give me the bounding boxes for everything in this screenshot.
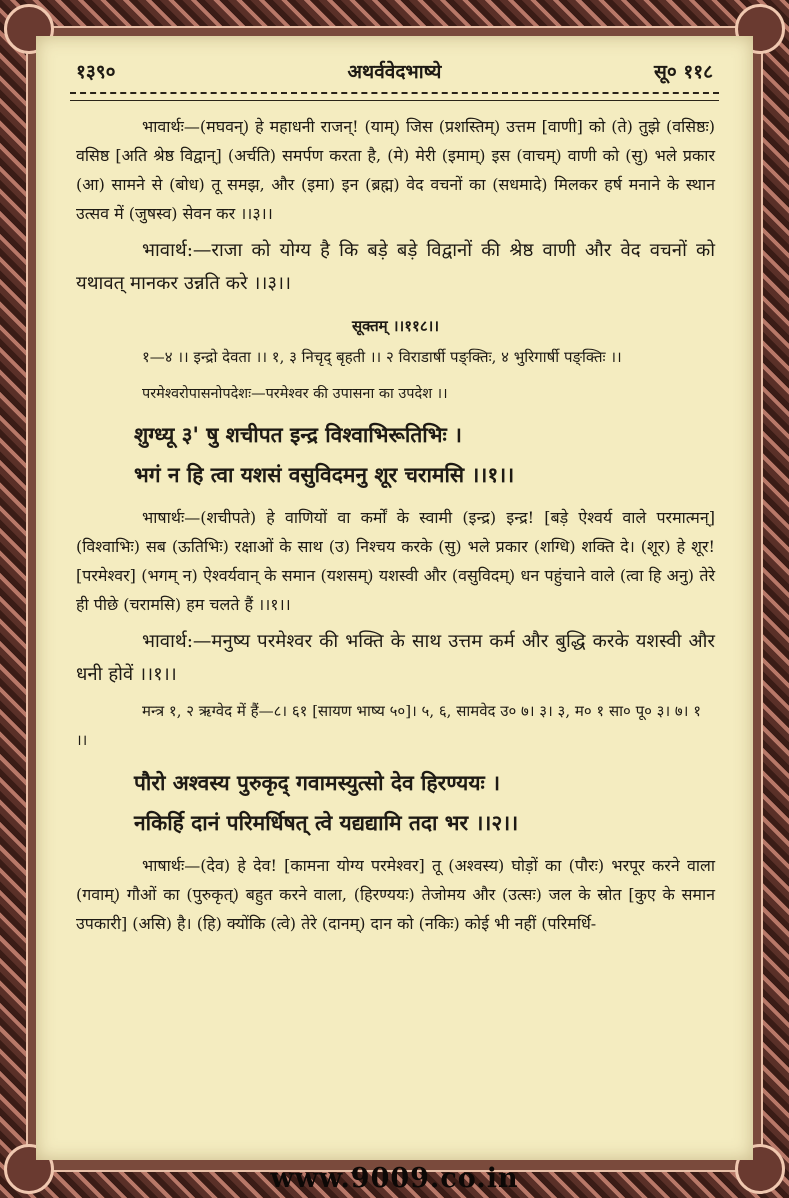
bhasharth-paragraph-1: भावार्थः—(मघवन्) हे महाधनी राजन्! (याम्) जिस (प्रशस्तिम्) उत्तम [वाणी] को (ते) तुझे (वसिष्ठः) वसिष्ठ [अति श्रेष्ठ विद्वान्] (अर्चति) समर्पण करता है, (मे) मेरी (इमाम्) इस (वाचम्) वाणी को (सु) भले प्रकार (आ) सामने से (बोध) तू समझ, और (इमा) इन (ब्रह्म) वेद वचनों का (सधमादे) मिलकर हर्ष मनाने के स्थान उत्सव में (जुषस्व) सेवन कर ।।३।। (76, 117, 715, 223)
page-number: १३९० (76, 61, 116, 83)
page-header (76, 58, 713, 88)
header-divider (70, 92, 719, 101)
reference-note: मन्त्र १, २ ऋग्वेद में हैं—८। ६१ [सायण भाष्य ५०]। ५, ६, सामवेद उ० ७। ३। ३, म० १ सा० पू० ३। ७। १ ।। (76, 702, 701, 749)
sukta-reference: सू० ११८ (654, 61, 713, 83)
mantra-1-line-1: शुग्ध्यू ३' षु शचीपत इन्द्र विश्वाभिरूतिभिः । (134, 422, 462, 447)
mantra-1-line-2: भगं न हि त्वा यशसं वसुविदमनु शूर चरामसि ।।१।। (134, 462, 515, 487)
mantra-2-line-2: नकिर्हि दानं परिमर्धिषत् त्वे यद्यद्यामि तदा भर ।।२।। (134, 810, 519, 835)
topic-line: परमेश्वरोपासनोपदेशः—परमेश्वर की उपासना का उपदेश ।। (142, 386, 448, 402)
book-page (36, 36, 753, 1160)
website-footer[interactable]: www.9009.co.in (270, 1163, 519, 1194)
book-title: अथर्ववेदभाष्ये (347, 61, 442, 83)
sukta-heading: सूक्तम् ।।११८।। (351, 317, 440, 335)
bhavarth-paragraph-2: भावार्थ:—मनुष्य परमेश्वर की भक्ति के साथ उत्तम कर्म और बुद्धि करके यशस्वी और धनी होवें ।।१।। (76, 631, 715, 685)
devata-chhanda-line: १—४ ।। इन्द्रो देवता ।। १, ३ निचृद् बृहती ।। २ विराडार्षी पङ्क्तिः, ४ भुरिगार्षी पङ्क्तिः ।। (142, 348, 622, 366)
bhasharth-paragraph-2: भाषार्थः—(शचीपते) हे वाणियों वा कर्मों के स्वामी (इन्द्र) इन्द्र! [बड़े ऐश्वर्य वाले परमात्मन्] (विश्वाभिः) सब (ऊतिभिः) रक्षाओं के साथ (उ) निश्चय करके (सु) भले प्रकार (शग्धि) शक्ति दे। (शूर) हे शूर! [परमेश्वर] (भगम् न) ऐश्वर्यवान् के समान (यशसम्) यशस्वी और (वसुविदम्) धन पहुंचाने वाले (त्वा हि अनु) तेरे ही पीछे (चरामसि) हम चलते हैं ।।१।। (76, 508, 715, 614)
bhasharth-paragraph-3: भाषार्थः—(देव) हे देव! [कामना योग्य परमेश्वर] तू (अश्वस्य) घोड़ों का (पौरः) भरपूर करने वाला (गवाम्) गौओं का (पुरुकृत्) बहुत करने वाला, (हिरण्ययः) तेजोमय और (उत्सः) जल के स्रोत [कुए के समान उपकारी] (असि) है। (हि) क्योंकि (त्वे) तेरे (दानम्) दान को (नकिः) कोई भी नहीं (परिमर्धि- (76, 856, 715, 933)
bhavarth-paragraph-1: भावार्थ:—राजा को योग्य है कि बड़े बड़े विद्वानों की श्रेष्ठ वाणी और वेद वचनों को यथावत् मानकर उन्नति करे ।।३।। (76, 240, 715, 294)
page-body (76, 112, 715, 938)
mantra-2-line-1: पौरो अश्वस्य पुरुकृद् गवामस्युत्सो देव हिरण्ययः । (134, 770, 501, 795)
